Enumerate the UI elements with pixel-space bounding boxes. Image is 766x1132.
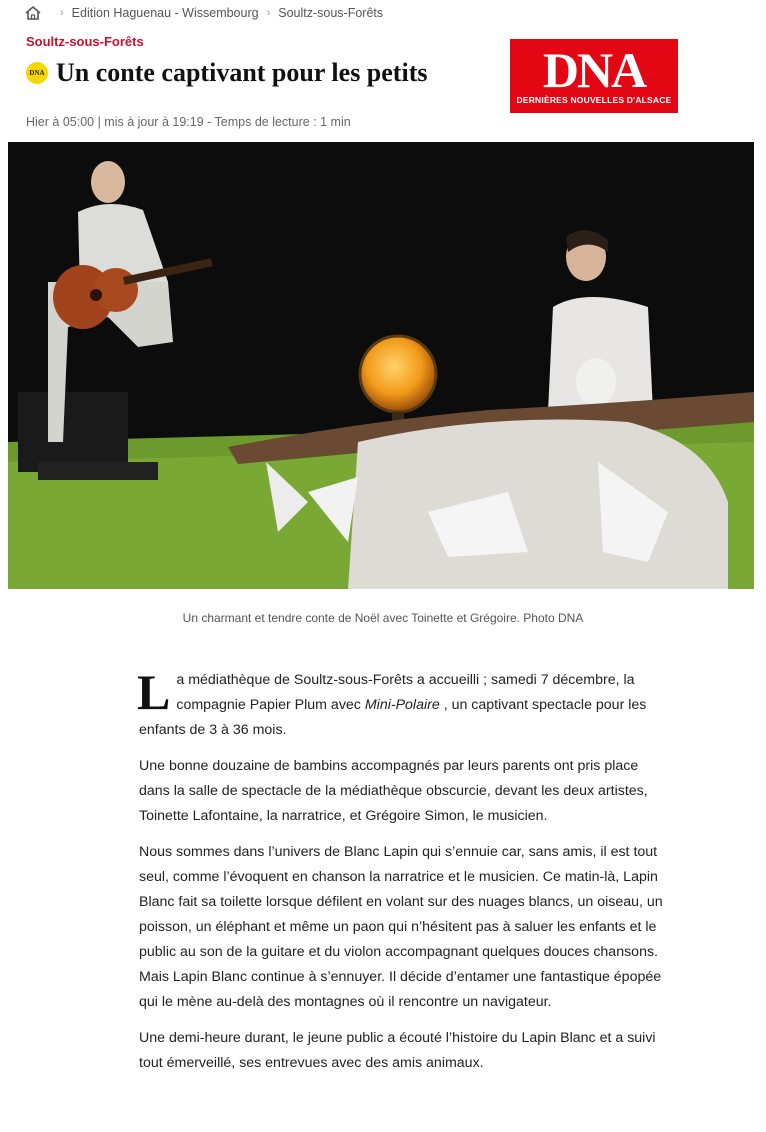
paragraph-1-text-a: a médiathèque de Soultz-sous-Forêts a accueilli ; samedi 7 décembre, la compagnie Papier Plum avec [176, 672, 635, 713]
dna-logo[interactable] [510, 39, 678, 113]
paragraph-1 [137, 664, 664, 743]
logo-text: DNA [542, 42, 646, 98]
home-icon[interactable] [24, 5, 42, 21]
title-row [26, 58, 427, 88]
breadcrumb-item-edition[interactable]: Edition Haguenau - Wissembourg [71, 6, 259, 20]
breadcrumb-item-town[interactable]: Soultz-sous-Forêts [278, 6, 384, 20]
dna-badge-icon: DNA [26, 62, 48, 84]
paragraph-1-text-b: , un captivant spectacle pour les enfants de 3 à 36 mois. [139, 697, 647, 738]
show-title: Mini-Polaire [364, 697, 440, 713]
article-meta: Hier à 05:00 | mis à jour à 19:19 - Temps de lecture : 1 min [26, 115, 351, 129]
paragraph-3: Nous sommes dans l’univers de Blanc Lapin qui s’ennuie car, sans amis, il est tout seul, comme l’évoquent en chanson la narratrice et le musicien. Ce matin-là, Lapin Blanc fait sa toilette lorsque défilent en volant sur des nuages blancs, un oiseau, un poisson, un éléphant et même un paon qui n’hésitent pas à saluer les enfants et le public au son de la guitare et du violon accompagnant quelques douces chansons. Mais Lapin Blanc continue à s’ennuyer. Il décide d’entamer une fantastique épopée qui le mène au-delà des montagnes où il rencontre un navigateur. [139, 844, 663, 1010]
drop-cap: L [137, 664, 171, 720]
article-photo [8, 142, 754, 589]
paragraph-4: Une demi-heure durant, le jeune public a écouté l’histoire du Lapin Blanc et a suivi tout émerveillé, ses entrevues avec des amis animaux. [139, 1030, 656, 1071]
chevron-right-icon: › [60, 7, 64, 19]
breadcrumb [24, 3, 383, 23]
page-title: Un conte captivant pour les petits [56, 58, 428, 87]
logo-subtitle: DERNIÈRES NOUVELLES D'ALSACE [516, 95, 672, 105]
chevron-right-icon: › [266, 7, 271, 19]
paragraph-2: Une bonne douzaine de bambins accompagnés par leurs parents ont pris place dans la salle de spectacle de la médiathèque obscurcie, devant les deux artistes, Toinette Lafontaine, la narratrice, et Grégoire Simon, le musicien. [139, 758, 648, 824]
section-kicker[interactable]: Soultz-sous-Forêts [26, 34, 144, 49]
article-body [137, 664, 664, 1087]
photo-caption: Un charmant et tendre conte de Noël avec Toinette et Grégoire. Photo DNA [182, 611, 584, 625]
